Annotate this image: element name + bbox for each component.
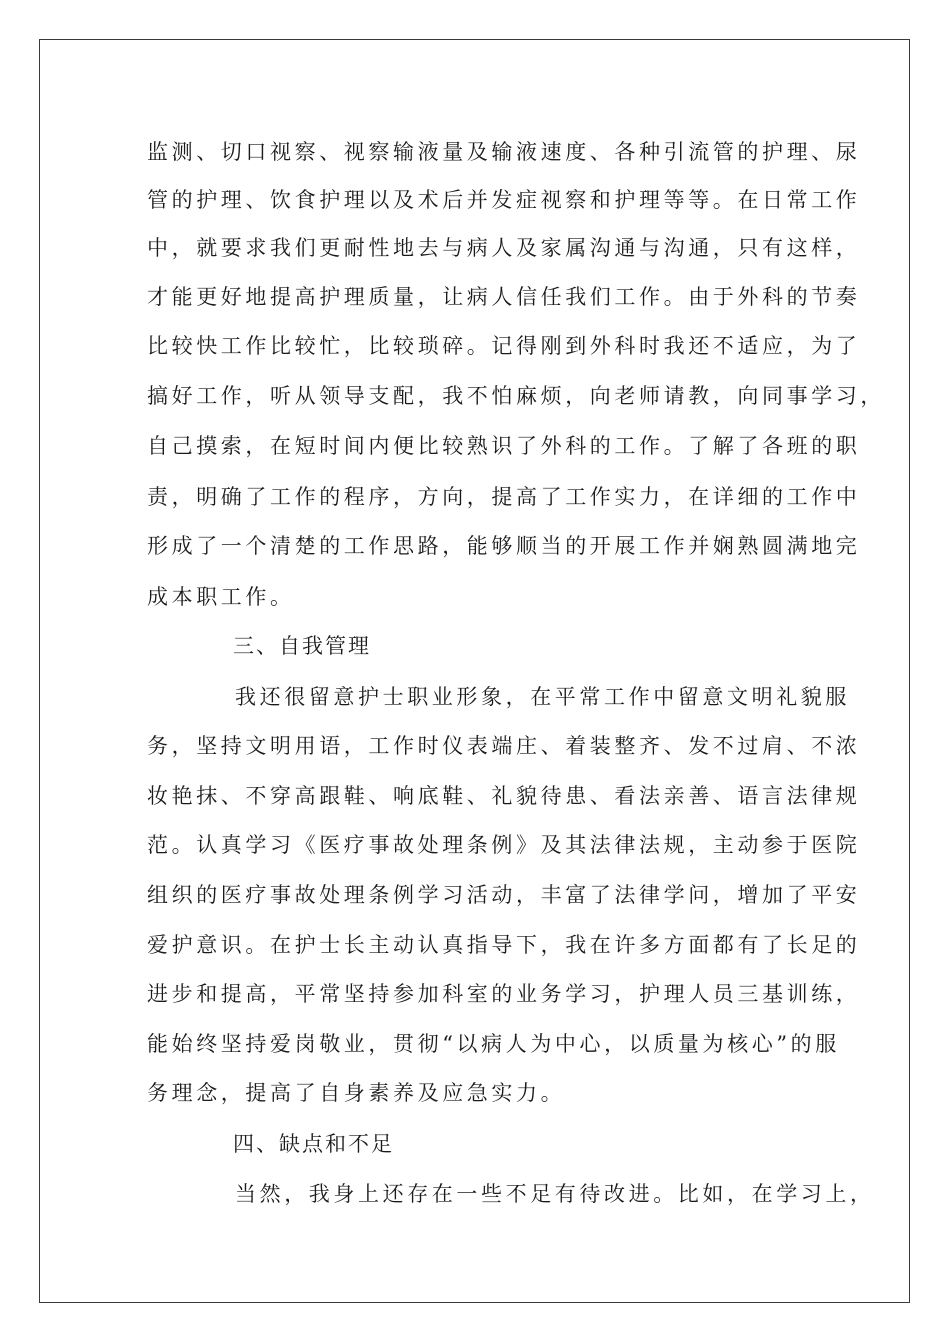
paragraph-line: 比较快工作比较忙，比较琐碎。记得刚到外科时我还不适应，为了 [147, 334, 861, 358]
paragraph-line: 管的护理、饮食护理以及术后并发症视察和护理等等。在日常工作 [147, 188, 861, 212]
paragraph-line: 务理念，提高了自身素养及应急实力。 [147, 1081, 566, 1105]
paragraph-line: 搞好工作，听从领导支配，我不怕麻烦，向老师请教，向同事学习， [147, 384, 885, 408]
section-heading-self-management: 三、自我管理 [233, 634, 371, 658]
paragraph-line: 妆艳抹、不穿高跟鞋、响底鞋、礼貌待患、看法亲善、语言法律规 [147, 784, 861, 808]
paragraph-line: 自己摸索，在短时间内便比较熟识了外科的工作。了解了各班的职 [147, 434, 861, 458]
paragraph-line: 能始终坚持爱岗敬业，贯彻“以病人为中心，以质量为核心”的服 [147, 1032, 840, 1056]
section-heading-shortcomings: 四、缺点和不足 [233, 1132, 394, 1156]
paragraph-line: 我还很留意护士职业形象，在平常工作中留意文明礼貌服 [235, 685, 850, 709]
paragraph-line: 当然，我身上还存在一些不足有待改进。比如，在学习上， [235, 1182, 875, 1206]
paragraph-line: 爱护意识。在护士长主动认真指导下，我在许多方面都有了长足的 [147, 933, 861, 957]
paragraph-line: 中，就要求我们更耐性地去与病人及家属沟通与沟通，只有这样， [147, 236, 861, 260]
paragraph-line: 务，坚持文明用语，工作时仪表端庄、着装整齐、发不过肩、不浓 [147, 734, 861, 758]
paragraph-line: 监测、切口视察、视察输液量及输液速度、各种引流管的护理、尿 [147, 140, 861, 164]
paragraph-line: 才能更好地提高护理质量，让病人信任我们工作。由于外科的节奏 [147, 285, 861, 309]
paragraph-line: 进步和提高，平常坚持参加科室的业务学习，护理人员三基训练， [147, 982, 861, 1006]
paragraph-line: 组织的医疗事故处理条例学习活动，丰富了法律学问，增加了平安 [147, 883, 861, 907]
paragraph-line: 责，明确了工作的程序，方向，提高了工作实力，在详细的工作中 [147, 485, 861, 509]
page-border [39, 39, 910, 1303]
paragraph-line: 形成了一个清楚的工作思路，能够顺当的开展工作并娴熟圆满地完 [147, 534, 861, 558]
paragraph-line: 范。认真学习《医疗事故处理条例》及其法律法规，主动参于医院 [147, 833, 861, 857]
paragraph-line: 成本职工作。 [147, 585, 295, 609]
